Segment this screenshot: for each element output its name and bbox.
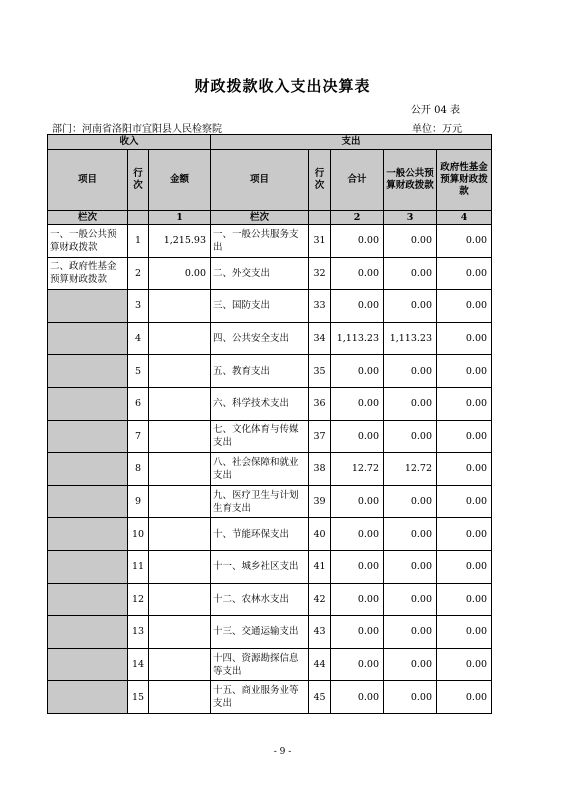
expense-item-cell: 九、医疗卫生与计划生育支出	[211, 485, 309, 518]
general-budget-cell: 0.00	[384, 681, 437, 714]
expense-line-cell: 40	[309, 518, 331, 551]
income-amount-cell	[149, 453, 211, 486]
table-row	[48, 290, 492, 323]
general-budget-cell: 0.00	[384, 550, 437, 583]
expense-item-cell: 十三、交通运输支出	[211, 616, 309, 649]
expense-item-cell: 二、外交支出	[211, 257, 309, 290]
gov-fund-cell: 0.00	[437, 681, 492, 714]
expense-line-cell: 32	[309, 257, 331, 290]
general-budget-cell: 0.00	[384, 485, 437, 518]
table-row	[48, 257, 492, 290]
col-number-3: 3	[384, 211, 437, 225]
expense-item-cell: 十五、商业服务业等支出	[211, 681, 309, 714]
col-label-income: 栏次	[48, 211, 128, 225]
gov-fund-cell: 0.00	[437, 257, 492, 290]
gov-fund-cell: 0.00	[437, 420, 492, 453]
expense-line-cell: 36	[309, 387, 331, 420]
total-cell: 1,113.23	[331, 322, 384, 355]
gov-fund-cell: 0.00	[437, 290, 492, 323]
income-item-cell	[48, 355, 128, 388]
unit-label: 单位：万元	[412, 124, 462, 135]
table-row	[48, 387, 492, 420]
income-item-cell	[48, 648, 128, 681]
col-number-4: 4	[437, 211, 492, 225]
expense-line-cell: 34	[309, 322, 331, 355]
expense-line-cell: 31	[309, 225, 331, 258]
general-budget-cell: 0.00	[384, 257, 437, 290]
income-line-cell: 15	[128, 681, 149, 714]
page-number: - 9 -	[273, 747, 292, 757]
general-budget-cell: 12.72	[384, 453, 437, 486]
income-amount-cell	[149, 420, 211, 453]
income-line-cell: 4	[128, 322, 149, 355]
total-cell: 0.00	[331, 518, 384, 551]
income-item-cell	[48, 616, 128, 649]
total-header: 合计	[331, 150, 384, 211]
expense-item-cell: 十二、农林水支出	[211, 583, 309, 616]
gov-fund-cell: 0.00	[437, 387, 492, 420]
table-body	[48, 225, 492, 714]
table-row	[48, 355, 492, 388]
total-cell: 0.00	[331, 387, 384, 420]
section-header-row	[48, 135, 492, 150]
income-item-cell	[48, 583, 128, 616]
expense-item-cell: 五、教育支出	[211, 355, 309, 388]
total-cell: 0.00	[331, 290, 384, 323]
income-item-header: 项目	[48, 150, 128, 211]
gov-fund-cell: 0.00	[437, 648, 492, 681]
income-line-cell: 9	[128, 485, 149, 518]
general-budget-cell: 0.00	[384, 387, 437, 420]
gov-fund-cell: 0.00	[437, 453, 492, 486]
expense-line-header: 行次	[309, 150, 331, 211]
col-number-2: 2	[331, 211, 384, 225]
income-line-cell: 6	[128, 387, 149, 420]
total-cell: 0.00	[331, 648, 384, 681]
expense-item-header: 项目	[211, 150, 309, 211]
income-item-cell	[48, 290, 128, 323]
table-row	[48, 681, 492, 714]
expense-line-cell: 45	[309, 681, 331, 714]
expense-item-cell: 三、国防支出	[211, 290, 309, 323]
general-budget-cell: 0.00	[384, 583, 437, 616]
expense-line-cell: 39	[309, 485, 331, 518]
expense-item-cell: 六、科学技术支出	[211, 387, 309, 420]
expense-item-cell: 七、文化体育与传媒支出	[211, 420, 309, 453]
table-row	[48, 550, 492, 583]
table-row	[48, 485, 492, 518]
expense-line-cell: 38	[309, 453, 331, 486]
general-budget-cell: 0.00	[384, 355, 437, 388]
table-row	[48, 322, 492, 355]
table-row	[48, 583, 492, 616]
gov-fund-cell: 0.00	[437, 583, 492, 616]
gov-fund-header: 政府性基金预算财政拨款	[437, 150, 492, 211]
income-amount-cell	[149, 485, 211, 518]
income-amount-cell	[149, 583, 211, 616]
income-line-cell: 1	[128, 225, 149, 258]
total-cell: 0.00	[331, 550, 384, 583]
general-budget-cell: 0.00	[384, 616, 437, 649]
gov-fund-cell: 0.00	[437, 355, 492, 388]
total-cell: 0.00	[331, 485, 384, 518]
gov-fund-cell: 0.00	[437, 518, 492, 551]
department-label: 部门：河南省洛阳市宜阳县人民检察院	[52, 124, 222, 135]
income-amount-cell	[149, 648, 211, 681]
income-amount-cell	[149, 550, 211, 583]
expense-line-cell: 37	[309, 420, 331, 453]
income-line-cell: 10	[128, 518, 149, 551]
total-cell: 0.00	[331, 355, 384, 388]
expense-item-cell: 十四、资源勘探信息等支出	[211, 648, 309, 681]
income-item-cell	[48, 453, 128, 486]
income-amount-cell	[149, 355, 211, 388]
income-amount-cell	[149, 290, 211, 323]
expense-line-cell: 42	[309, 583, 331, 616]
gov-fund-cell: 0.00	[437, 225, 492, 258]
total-cell: 0.00	[331, 257, 384, 290]
budget-table	[47, 134, 492, 714]
gov-fund-cell: 0.00	[437, 322, 492, 355]
income-line-cell: 7	[128, 420, 149, 453]
income-item-cell: 一、一般公共预算财政拨款	[48, 225, 128, 258]
income-line-header: 行次	[128, 150, 149, 211]
expense-header: 支出	[211, 135, 492, 150]
general-budget-cell: 1,113.23	[384, 322, 437, 355]
income-amount-cell	[149, 322, 211, 355]
form-number: 公开 04 表	[410, 105, 460, 116]
table-row	[48, 225, 492, 258]
col-label-expense: 栏次	[211, 211, 309, 225]
income-line-cell: 2	[128, 257, 149, 290]
general-budget-cell: 0.00	[384, 420, 437, 453]
expense-line-cell: 41	[309, 550, 331, 583]
income-item-cell	[48, 550, 128, 583]
income-item-cell	[48, 681, 128, 714]
income-amount-cell	[149, 616, 211, 649]
income-item-cell	[48, 420, 128, 453]
income-amount-cell	[149, 681, 211, 714]
col-number-1: 1	[149, 211, 211, 225]
general-budget-header: 一般公共预算财政拨款	[384, 150, 437, 211]
income-item-cell	[48, 387, 128, 420]
gov-fund-cell: 0.00	[437, 550, 492, 583]
income-line-cell: 5	[128, 355, 149, 388]
expense-line-cell: 35	[309, 355, 331, 388]
gov-fund-cell: 0.00	[437, 485, 492, 518]
expense-line-cell: 43	[309, 616, 331, 649]
income-amount-cell	[149, 518, 211, 551]
income-line-cell: 13	[128, 616, 149, 649]
expense-item-cell: 四、公共安全支出	[211, 322, 309, 355]
expense-item-cell: 一、一般公共服务支出	[211, 225, 309, 258]
table-row	[48, 648, 492, 681]
table-row	[48, 453, 492, 486]
total-cell: 0.00	[331, 681, 384, 714]
income-line-cell: 14	[128, 648, 149, 681]
column-header-row	[48, 150, 492, 211]
total-cell: 12.72	[331, 453, 384, 486]
income-amount-cell: 0.00	[149, 257, 211, 290]
column-number-row	[48, 211, 492, 225]
total-cell: 0.00	[331, 583, 384, 616]
table-row	[48, 616, 492, 649]
income-header: 收入	[48, 135, 211, 150]
income-line-cell: 3	[128, 290, 149, 323]
income-line-cell: 8	[128, 453, 149, 486]
expense-item-cell: 十、节能环保支出	[211, 518, 309, 551]
general-budget-cell: 0.00	[384, 648, 437, 681]
general-budget-cell: 0.00	[384, 290, 437, 323]
table-row	[48, 518, 492, 551]
table-row	[48, 420, 492, 453]
expense-item-cell: 八、社会保障和就业支出	[211, 453, 309, 486]
general-budget-cell: 0.00	[384, 225, 437, 258]
general-budget-cell: 0.00	[384, 518, 437, 551]
total-cell: 0.00	[331, 420, 384, 453]
income-item-cell	[48, 485, 128, 518]
income-item-cell	[48, 322, 128, 355]
expense-line-cell: 44	[309, 648, 331, 681]
income-amount-cell: 1,215.93	[149, 225, 211, 258]
page-title: 财政拨款收入支出决算表	[194, 77, 371, 95]
gov-fund-cell: 0.00	[437, 616, 492, 649]
total-cell: 0.00	[331, 616, 384, 649]
income-line-cell: 11	[128, 550, 149, 583]
income-item-cell: 二、政府性基金预算财政拨款	[48, 257, 128, 290]
total-cell: 0.00	[331, 225, 384, 258]
income-item-cell	[48, 518, 128, 551]
income-amount-cell	[149, 387, 211, 420]
expense-item-cell: 十一、城乡社区支出	[211, 550, 309, 583]
expense-line-cell: 33	[309, 290, 331, 323]
income-line-cell: 12	[128, 583, 149, 616]
income-amount-header: 金额	[149, 150, 211, 211]
